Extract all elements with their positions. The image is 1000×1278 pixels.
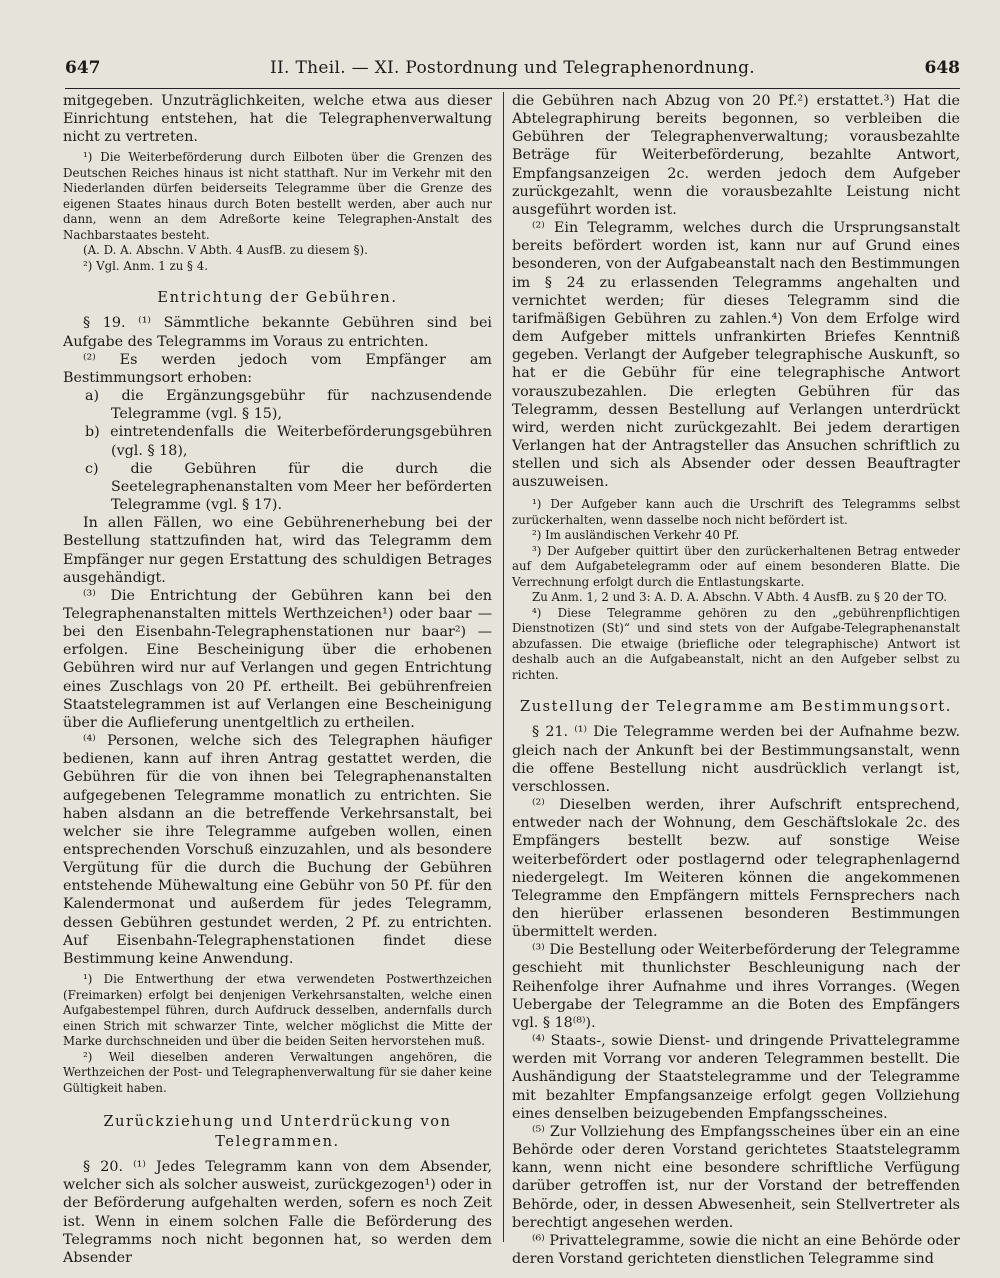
section-20-paragraph-2: ⁽²⁾ Ein Telegramm, welches durch die Ursprungsanstalt bereits befördert worden ist, kann nur auf Grund eines besonderen, von der Aufgabeanstalt nach den Bestimmungen im § 24 zu erlassenden Telegramms angehalten und vernichtet werden; für dieses Telegramm sind die tarifmäßigen Gebühren zu zahlen.⁴) Von dem Erfolge wird dem Aufgeber mittels unfrankirten Briefes Kenntniß gegeben. Verlangt der Aufgeber telegraphische Auskunft, so hat er die Gebühr für eine telegraphische Antwort vorauszubezahlen. Die erlegten Gebühren für das Telegramm, dessen Bestellung auf Verlangen unterdrückt wird, werden nicht zurückgezahlt. Bei jedem derartigen Verlangen hat der Antragsteller das Ansuchen schriftlich zu stellen und sich als Absender oder dessen Beauftragter auszuweisen. bbox=[512, 220, 960, 491]
section-heading: Zustellung der Telegramme am Bestimmungsort. bbox=[520, 699, 952, 716]
left-column bbox=[63, 92, 492, 1267]
right-column bbox=[512, 92, 960, 1268]
section-21-paragraph-1: § 21. ⁽¹⁾ Die Telegramme werden bei der Aufnahme bezw. gleich nach der Ankunft bei der Bestimmungsanstalt, wenn die offene Bestellung nicht ausdrücklich verlangt ist, verschlossen. bbox=[512, 724, 960, 795]
section-19-paragraph-1: § 19. ⁽¹⁾ Sämmtliche bekannte Gebühren sind bei Aufgabe des Telegramms im Voraus zu entrichten. bbox=[63, 315, 492, 350]
page-header bbox=[65, 58, 960, 86]
section-21-paragraph-5: ⁽⁵⁾ Zur Vollziehung des Empfangsscheines über ein an eine Behörde oder deren Vorstand gerichtetes Staatstelegramm kann, wenn nicht eine besondere schriftliche Verfügung darüber getroffen ist, nur der Vorstand der betreffenden Behörde, oder, in dessen Abwesenheit, sein Stellvertreter als berechtigt angesehen werden. bbox=[512, 1123, 960, 1231]
section-19-paragraph-3: ⁽³⁾ Die Entrichtung der Gebühren kann bei den Telegraphenanstalten mittels Werthzeichen¹) oder baar — bei den Eisenbahn-Telegraphenstationen nur baar²) — erfolgen. Eine Bescheinigung über die erhobenen Gebühren wird nur auf Verlangen und gegen Entrichtung eines Zuschlags von 20 Pf. ertheilt. Bei gebührenfreien Staatstelegrammen ist auf Verlangen eine Bescheinigung über die Auflieferung unentgeltlich zu ertheilen. bbox=[63, 587, 492, 731]
paragraph: mitgegeben. Unzuträglichkeiten, welche etwa aus dieser Einrichtung entstehen, hat die Telegraphenverwaltung nicht zu vertreten. bbox=[63, 93, 492, 146]
footnote: ²) Vgl. Anm. 1 zu § 4. bbox=[83, 258, 208, 273]
paragraph: die Gebühren nach Abzug von 20 Pf.²) erstattet.³) Hat die Abtelegraphirung bereits begonnen, so verbleiben die Gebühren der Telegraphenverwaltung; vorausbezahlte Beträge für Weiterbeförderung, bezahlte Antwort, Empfangsanzeigen 2c. werden jedoch dem Aufgeber zurückgezahlt, wenn die vorausbezahlte Leistung nicht ausgeführt worden ist. bbox=[512, 93, 960, 218]
running-title: II. Theil. — XI. Postordnung und Telegraphenordnung. bbox=[270, 58, 755, 78]
section-20-paragraph-1: § 20. ⁽¹⁾ Jedes Telegramm kann von dem Absender, welcher sich als solcher ausweist, zurückgezogen¹) oder in der Beförderung aufgehalten werden, sofern es noch Zeit ist. Wenn in einem solchen Falle die Beförderung des Telegramms noch nicht begonnen hat, so werden dem Absender bbox=[63, 1159, 492, 1266]
footnote-reference: (A. D. A. Abschn. V Abth. 4 AusfB. zu diesem §). bbox=[83, 243, 368, 258]
section-21-paragraph-6: ⁽⁶⁾ Privattelegramme, sowie die nicht an eine Behörde oder deren Vorstand gerichteten dienstlichen Telegramme sind bbox=[512, 1232, 960, 1267]
page-number-left: 647 bbox=[65, 58, 101, 78]
section-heading: Entrichtung der Gebühren. bbox=[157, 290, 398, 307]
column-divider bbox=[503, 92, 504, 1242]
footnote: ⁴) Diese Telegramme gehören zu den „gebührenpflichtigen Dienstnotizen (St)“ und sind stets von der Aufgabe-Telegraphenanstalt abzufassen. Die etwaige (briefliche oder telegraphische) Antwort ist deshalb auch an die Aufgabeanstalt, nicht an den Aufgeber selbst zu richten. bbox=[512, 605, 960, 682]
section-heading: Zurückziehung und Unterdrückung von Telegrammen. bbox=[103, 1114, 452, 1151]
paragraph: In allen Fällen, wo eine Gebührenerhebung bei der Bestellung stattzufinden hat, wird das Telegramm dem Empfänger nur gegen Erstattung des schuldigen Betrages ausgehändigt. bbox=[63, 515, 492, 586]
footnote: ¹) Der Aufgeber kann auch die Urschrift des Telegramms selbst zurückerhalten, wenn dasselbe noch nicht befördert ist. bbox=[512, 497, 960, 527]
section-21-paragraph-4: ⁽⁴⁾ Staats-, sowie Dienst- und dringende Privattelegramme werden mit Vorrang vor anderen Telegrammen bestellt. Die Aushändigung der Staatstelegramme und der Telegramme mit bezahlter Empfangsanzeige erfolgt gegen Vollziehung eines denselben beizugebenden Empfangsscheines. bbox=[512, 1033, 960, 1122]
section-19-paragraph-2: ⁽²⁾ Es werden jedoch vom Empfänger am Bestimmungsort erhoben: bbox=[63, 351, 492, 386]
footnote: ³) Der Aufgeber quittirt über den zurückerhaltenen Betrag entweder auf dem Aufgabetelegramm oder auf einem besonderen Blatte. Die Verrechnung erfolgt durch die Entlastungskarte. bbox=[512, 543, 960, 589]
footnote-reference: Zu Anm. 1, 2 und 3: A. D. A. Abschn. V Abth. 4 AusfB. zu § 20 der TO. bbox=[532, 590, 947, 605]
footnote: ²) Im ausländischen Verkehr 40 Pf. bbox=[532, 528, 740, 543]
footnote: ¹) Die Entwerthung der etwa verwendeten Postwerthzeichen (Freimarken) erfolgt bei denjenigen Verkehrsanstalten, welche einen Aufgabestempel führen, durch Aufdruck desselben, andernfalls durch einen Strich mit schwarzer Tinte, welcher möglichst die Mitte der Marke durchschneiden und über die beiden Seiten hervorstehen muß. bbox=[63, 972, 492, 1049]
footnote: ¹) Die Weiterbeförderung durch Eilboten über die Grenzen des Deutschen Reiches hinaus ist nicht statthaft. Nur im Verkehr mit den Niederlanden dürfen beiderseits Telegramme über die Grenze des eigenen Staates hinaus durch Boten bestellt werden, aber auch nur dann, wenn an dem Adreßorte keine Telegraphen-Anstalt des Nachbarstaates besteht. bbox=[63, 150, 492, 242]
list-item-b: b) eintretendenfalls die Weiterbeförderungsgebühren (vgl. § 18), bbox=[85, 424, 492, 459]
section-21-paragraph-3: ⁽³⁾ Die Bestellung oder Weiterbeförderung der Telegramme geschieht mit thunlichster Beschleunigung nach der Reihenfolge ihrer Aufnahme und ihres Vorranges. (Wegen Uebergabe der Telegramme an die Boten des Empfängers vgl. § 18⁽⁸⁾). bbox=[512, 942, 960, 1031]
page-number-right: 648 bbox=[924, 58, 960, 78]
list-item-c: c) die Gebühren für die durch die Seetelegraphenanstalten vom Meer her beförderten Telegramme (vgl. § 17). bbox=[85, 460, 492, 514]
header-rule bbox=[65, 88, 960, 89]
section-21-paragraph-2: ⁽²⁾ Dieselben werden, ihrer Aufschrift entsprechend, entweder nach der Wohnung, dem Geschäftslokale 2c. des Empfängers bestellt bezw. auf sonstige Weise weiterbefördert oder postlagernd oder telegraphenlagernd niedergelegt. Im Weiteren können die angekommenen Telegramme den Empfängern mittels Fernsprechers nach den hierüber erlassenen besonderen Bestimmungen übermittelt werden. bbox=[512, 797, 960, 941]
footnote: ²) Weil dieselben anderen Verwaltungen angehören, die Werthzeichen der Post- und Telegraphenverwaltung für sie daher keine Gültigkeit haben. bbox=[63, 1049, 492, 1095]
list-item-a: a) die Ergänzungsgebühr für nachzusendende Telegramme (vgl. § 15), bbox=[85, 388, 492, 423]
section-19-paragraph-4: ⁽⁴⁾ Personen, welche sich des Telegraphen häufiger bedienen, kann auf ihren Antrag gestattet werden, die Gebühren für die von ihnen bei Telegraphenanstalten aufgegebenen Telegramme monatlich zu entrichten. Sie haben alsdann an die betreffende Verkehrsanstalt, bei welcher sie ihre Telegramme aufgeben wollen, einen entsprechenden Vorschuß einzuzahlen, und als besondere Vergütung für die durch die Buchung der Gebühren entstehende Mühewaltung eine Gebühr von 50 Pf. für den Kalendermonat und außerdem für jedes Telegramm, dessen Gebühren gestundet werden, 2 Pf. zu entrichten. Auf Eisenbahn-Telegraphenstationen findet diese Bestimmung keine Anwendung. bbox=[63, 733, 492, 967]
